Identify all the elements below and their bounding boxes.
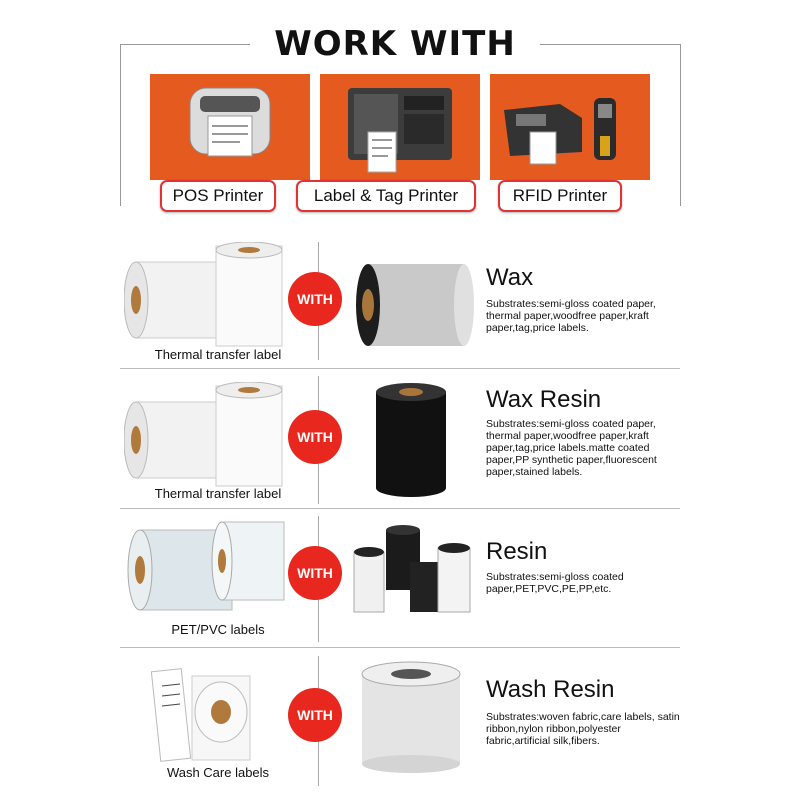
- pos-printer-label: POS Printer: [160, 180, 276, 212]
- ribbon-image: [366, 382, 456, 503]
- header-frame-left: [120, 44, 121, 206]
- ribbon-title: Wax: [486, 264, 534, 291]
- label-name: Thermal transfer label: [154, 486, 282, 501]
- ribbon-title: Resin: [486, 538, 548, 565]
- row-divider: [120, 647, 680, 648]
- ribbon-title: Wash Resin: [486, 676, 615, 703]
- ribbon-substrates: Substrates:semi-gloss coated paper, thermal paper,woodfree paper,kraft paper,tag,price labels.: [486, 298, 656, 334]
- rfid-printer-image: [490, 74, 650, 180]
- page-title: WORK WITH: [274, 24, 516, 64]
- ribbon-image: [356, 660, 466, 779]
- header-line-right: [540, 44, 680, 45]
- label-name: Thermal transfer label: [154, 347, 282, 362]
- label-name: Wash Care labels: [166, 765, 270, 780]
- label-name: PET/PVC labels: [171, 622, 265, 637]
- label-printer-label: Label & Tag Printer: [296, 180, 476, 212]
- rfid-printer-label: RFID Printer: [498, 180, 622, 212]
- with-badge: WITH: [288, 410, 342, 464]
- with-badge: WITH: [288, 688, 342, 742]
- ribbon-image: [354, 256, 474, 359]
- header-frame-right: [680, 44, 681, 206]
- label-roll-image: [124, 382, 304, 495]
- label-roll-image: [142, 656, 272, 769]
- label-printer-image: [320, 74, 480, 180]
- ribbon-image: [350, 522, 474, 621]
- header-line-left: [120, 44, 250, 45]
- ribbon-title: Wax Resin: [486, 386, 602, 413]
- with-badge: WITH: [288, 546, 342, 600]
- label-roll-image: [124, 242, 304, 355]
- pos-printer-image: [150, 74, 310, 180]
- ribbon-substrates: Substrates:semi-gloss coated paper,PET,PVC,PE,PP,etc.: [486, 571, 624, 595]
- label-roll-image: [126, 514, 294, 629]
- ribbon-substrates: Substrates:woven fabric,care labels, satin ribbon,nylon ribbon,polyester fabric,artificial silk,fibers.: [486, 711, 680, 747]
- row-divider: [120, 368, 680, 369]
- ribbon-substrates: Substrates:semi-gloss coated paper, thermal paper,woodfree paper,kraft paper,tag,price labels.matte coated paper,PP synthetic paper,fluorescent paper,stained labels.: [486, 418, 657, 478]
- with-badge: WITH: [288, 272, 342, 326]
- row-divider: [120, 508, 680, 509]
